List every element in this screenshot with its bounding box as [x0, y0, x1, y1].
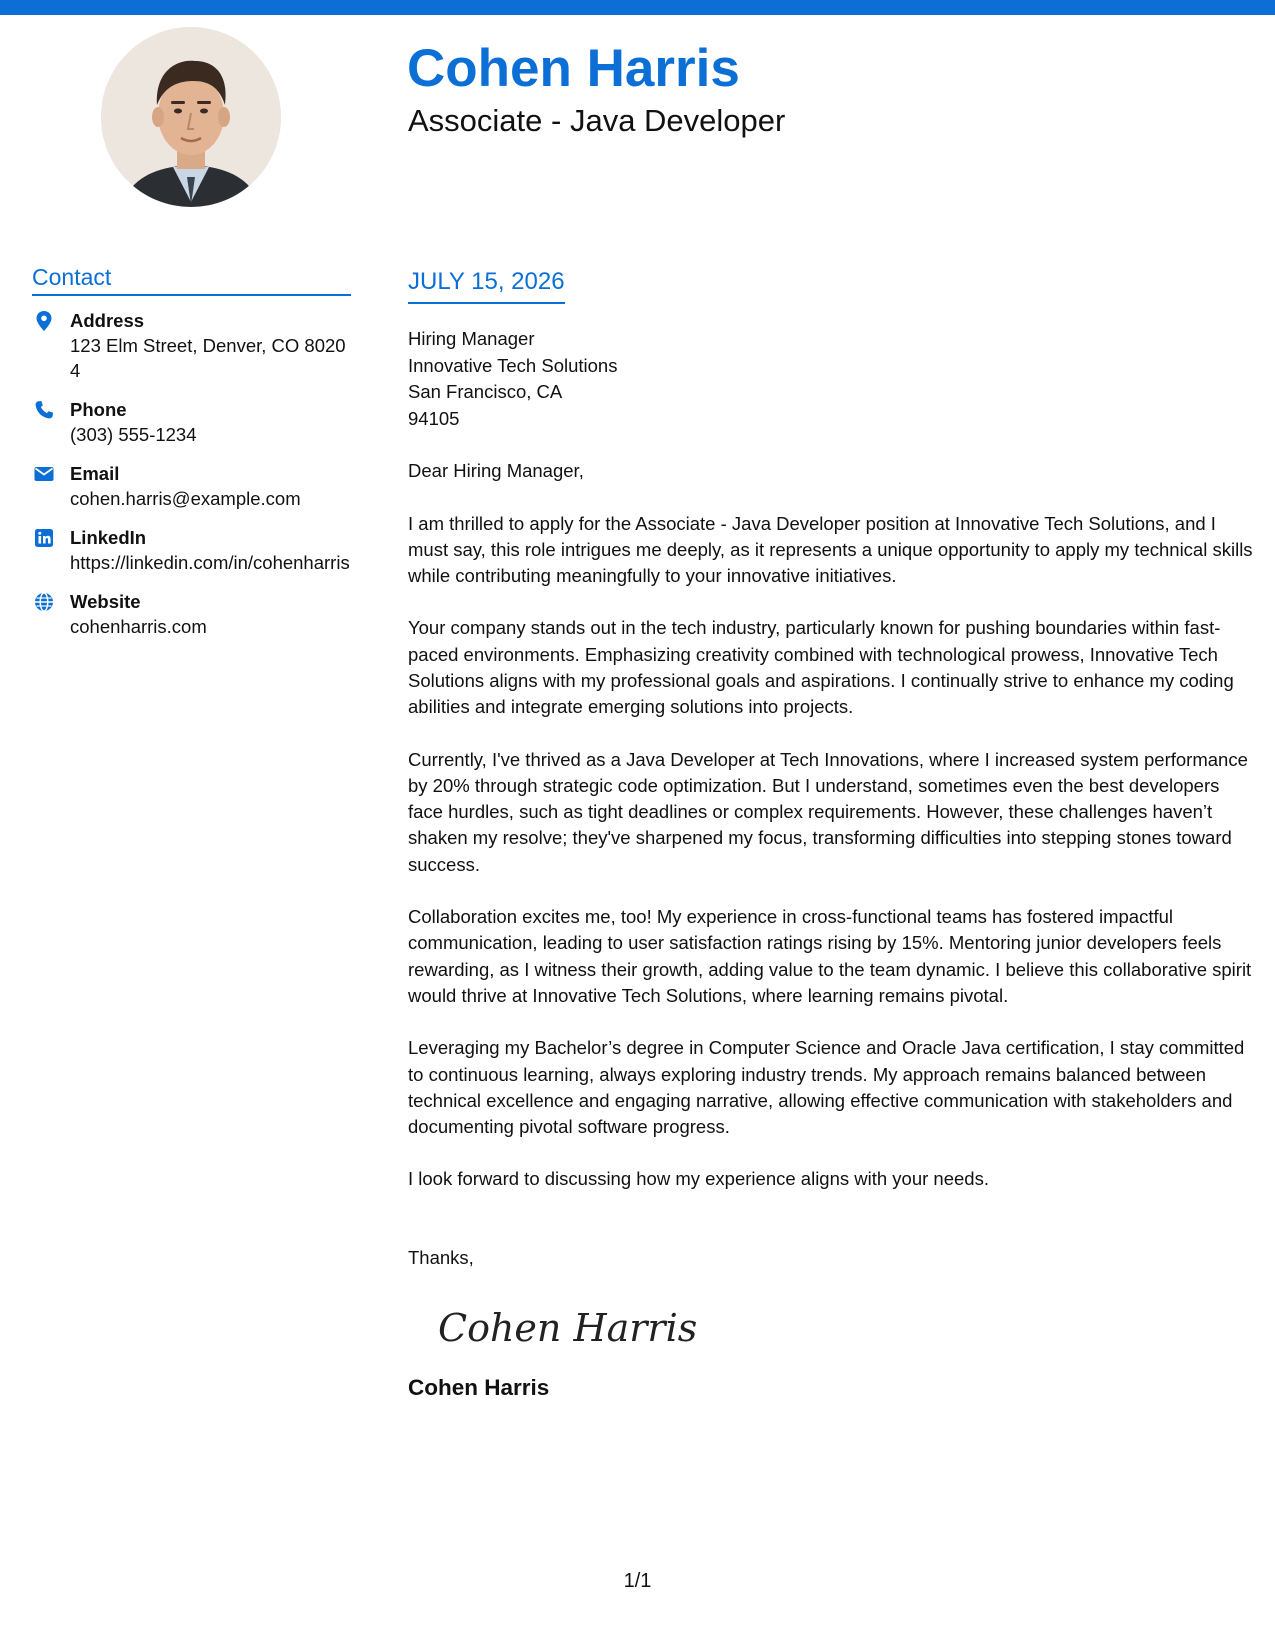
contact-item-address [32, 308, 351, 383]
contact-item-linkedin [32, 525, 351, 575]
handwritten-signature [432, 1293, 732, 1363]
letter-paragraph: Your company stands out in the tech industry, particularly known for pushing boundaries within fast-paced environments. Emphasizing creativity combined with technological prowess, Innovative Tech Solutions aligns with my professional goals and aspirations. I continually strive to enhance my coding abilities and integrate emerging solutions into projects. [408, 617, 1234, 718]
contact-label-phone: Phone [70, 399, 127, 420]
top-accent-bar [0, 0, 1275, 15]
contact-sidebar [32, 264, 351, 653]
contact-value-linkedin[interactable]: https://linkedin.com/in/cohenharris [70, 552, 350, 573]
contact-label-linkedin: LinkedIn [70, 527, 147, 548]
letter-paragraph: I look forward to discussing how my experience aligns with your needs. [408, 1168, 989, 1190]
letter-paragraph: Currently, I've thrived as a Java Developer at Tech Innovations, where I increased system performance by 20% through strategic code optimization. But I understand, sometimes even the best developers face hurdles, such as tight deadlines or complex requirements. However, these challenges haven’t shaken my resolve; they've sharpened my focus, transforming difficulties into stepping stones toward success. [408, 748, 1248, 875]
contact-value-address: 123 Elm Street, Denver, CO 80204 [70, 335, 346, 381]
recipient-line: Innovative Tech Solutions [408, 354, 618, 376]
contact-value-email[interactable]: cohen.harris@example.com [70, 488, 301, 509]
recipient-line: San Francisco, CA [408, 381, 563, 402]
envelope-icon [32, 462, 56, 486]
contact-item-website [32, 589, 351, 639]
header-name: Cohen Harris [407, 39, 740, 98]
letter-greeting: Dear Hiring Manager, [408, 460, 584, 481]
contact-item-email [32, 461, 351, 511]
recipient-line: 94105 [408, 407, 460, 429]
letter-body [408, 268, 1253, 1401]
location-pin-icon [32, 309, 56, 333]
letter-paragraph: I am thrilled to apply for the Associate - Java Developer position at Innovative Tech Solutions, and I must say, this role intrigues me deeply, as it represents a unique opportunity to apply my technical skills while contributing meaningfully to your innovative initiatives. [408, 512, 1253, 587]
recipient-block [408, 326, 1253, 432]
contact-value-website[interactable]: cohenharris.com [70, 616, 207, 637]
signed-name: Cohen Harris [408, 1374, 550, 1400]
profile-photo [101, 27, 281, 207]
contact-heading: Contact [32, 264, 351, 296]
globe-icon [32, 590, 56, 614]
phone-icon [32, 398, 56, 422]
letter-paragraph: Leveraging my Bachelor’s degree in Computer Science and Oracle Java certification, I stay committed to continuous learning, always exploring industry trends. My approach remains balanced between technical excellence and engaging narrative, allowing effective communication with stakeholders and documenting pivotal software progress. [408, 1037, 1245, 1138]
letter-date: JULY 15, 2026 [408, 268, 565, 304]
letter-paragraph: Collaboration excites me, too! My experience in cross-functional teams has fostered impactful communication, leading to user satisfaction ratings rising by 15%. Mentoring junior developers feels rewarding, as I witness their growth, adding value to the team dynamic. I believe this collaborative spirit would thrive at Innovative Tech Solutions, where learning remains pivotal. [408, 906, 1252, 1006]
contact-item-phone [32, 397, 351, 447]
contact-label-website: Website [70, 591, 141, 612]
linkedin-icon [32, 526, 56, 550]
contact-label-email: Email [70, 463, 120, 484]
header-job-title: Associate - Java Developer [408, 103, 786, 138]
signature-text: Cohen Harris [438, 1305, 698, 1350]
contact-label-address: Address [70, 310, 145, 331]
contact-value-phone: (303) 555-1234 [70, 424, 197, 445]
page-number: 1/1 [623, 1570, 652, 1592]
recipient-line: Hiring Manager [408, 328, 535, 349]
letter-closing: Thanks, [408, 1246, 474, 1268]
